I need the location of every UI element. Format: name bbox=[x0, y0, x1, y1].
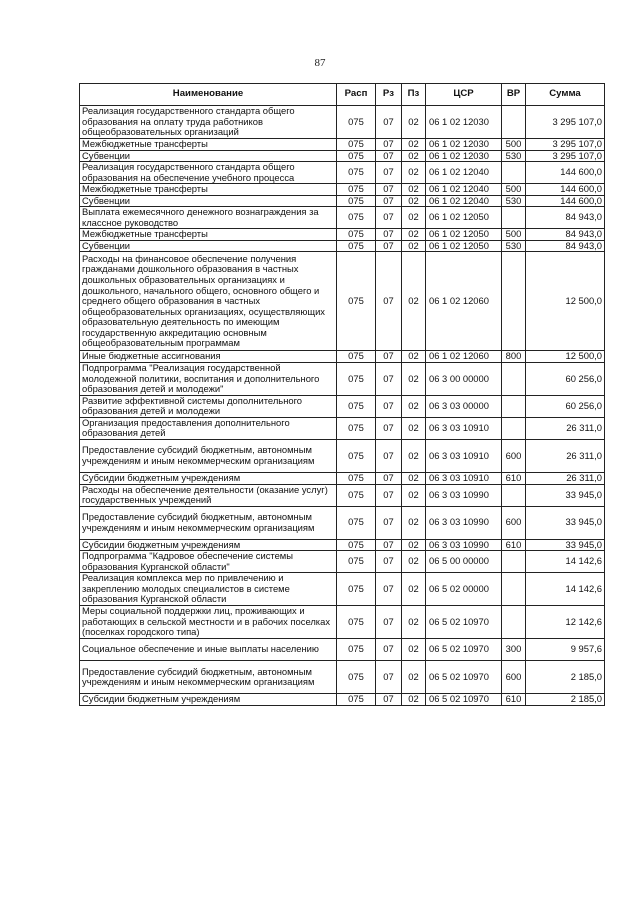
cell-rz: 07 bbox=[376, 573, 402, 606]
cell-name: Субвенции bbox=[80, 150, 337, 162]
cell-name: Расходы на финансовое обеспечение получения гражданами дошкольного образования в частных дошкольных образовательных организациях и дошкольного, начального общего, основного общего и среднего общего образования в частных общеобразовательных организациях, осуществляющих образовательную деятельность по имеющим государственную аккредитацию основным общеобразовательным программам bbox=[80, 252, 337, 351]
cell-rz: 07 bbox=[376, 484, 402, 506]
cell-name: Выплата ежемесячного денежного вознаграждения за классное руководство bbox=[80, 207, 337, 229]
cell-rasp: 075 bbox=[337, 472, 376, 484]
cell-vr: 300 bbox=[502, 639, 526, 661]
cell-csr: 06 3 03 10990 bbox=[426, 539, 502, 551]
cell-csr: 06 1 02 12040 bbox=[426, 162, 502, 184]
cell-pz: 02 bbox=[402, 252, 426, 351]
cell-pz: 02 bbox=[402, 229, 426, 241]
cell-csr: 06 1 02 12060 bbox=[426, 351, 502, 363]
table-row bbox=[80, 573, 605, 606]
cell-pz: 02 bbox=[402, 395, 426, 417]
cell-csr: 06 3 03 10910 bbox=[426, 472, 502, 484]
cell-name: Субвенции bbox=[80, 240, 337, 252]
cell-name: Подпрограмма "Реализация государственной молодежной политики, воспитания и дополнительного образования детей и молодежи" bbox=[80, 362, 337, 395]
cell-name: Предоставление субсидий бюджетным, автономным учреждениям и иным некоммерческим организациям bbox=[80, 439, 337, 472]
cell-sum: 33 945,0 bbox=[526, 506, 605, 539]
cell-pz: 02 bbox=[402, 184, 426, 196]
cell-sum: 84 943,0 bbox=[526, 207, 605, 229]
cell-csr: 06 3 03 10990 bbox=[426, 484, 502, 506]
cell-rz: 07 bbox=[376, 694, 402, 706]
table-row bbox=[80, 417, 605, 439]
table-row bbox=[80, 362, 605, 395]
cell-pz: 02 bbox=[402, 694, 426, 706]
cell-rz: 07 bbox=[376, 362, 402, 395]
cell-sum: 14 142,6 bbox=[526, 551, 605, 573]
cell-pz: 02 bbox=[402, 207, 426, 229]
table-header-row bbox=[80, 84, 605, 106]
cell-pz: 02 bbox=[402, 484, 426, 506]
table-row bbox=[80, 240, 605, 252]
cell-rasp: 075 bbox=[337, 106, 376, 139]
cell-pz: 02 bbox=[402, 606, 426, 639]
cell-rz: 07 bbox=[376, 139, 402, 151]
column-header-rz: Рз bbox=[376, 84, 402, 106]
table-row bbox=[80, 106, 605, 139]
cell-rasp: 075 bbox=[337, 184, 376, 196]
cell-rz: 07 bbox=[376, 395, 402, 417]
table-row bbox=[80, 606, 605, 639]
cell-sum: 84 943,0 bbox=[526, 229, 605, 241]
cell-rz: 07 bbox=[376, 661, 402, 694]
cell-csr: 06 1 02 12050 bbox=[426, 207, 502, 229]
cell-rasp: 075 bbox=[337, 139, 376, 151]
cell-rasp: 075 bbox=[337, 539, 376, 551]
cell-vr: 530 bbox=[502, 150, 526, 162]
cell-sum: 2 185,0 bbox=[526, 661, 605, 694]
cell-csr: 06 5 02 00000 bbox=[426, 573, 502, 606]
table-row bbox=[80, 252, 605, 351]
cell-csr: 06 5 02 10970 bbox=[426, 694, 502, 706]
column-header-name: Наименование bbox=[80, 84, 337, 106]
cell-vr: 600 bbox=[502, 661, 526, 694]
cell-pz: 02 bbox=[402, 106, 426, 139]
cell-sum: 33 945,0 bbox=[526, 484, 605, 506]
cell-rz: 07 bbox=[376, 639, 402, 661]
cell-rz: 07 bbox=[376, 606, 402, 639]
cell-csr: 06 1 02 12030 bbox=[426, 139, 502, 151]
cell-pz: 02 bbox=[402, 417, 426, 439]
cell-vr bbox=[502, 573, 526, 606]
cell-csr: 06 1 02 12040 bbox=[426, 184, 502, 196]
cell-sum: 14 142,6 bbox=[526, 573, 605, 606]
cell-sum: 144 600,0 bbox=[526, 162, 605, 184]
cell-rz: 07 bbox=[376, 351, 402, 363]
cell-pz: 02 bbox=[402, 439, 426, 472]
table-row bbox=[80, 139, 605, 151]
cell-pz: 02 bbox=[402, 661, 426, 694]
cell-sum: 3 295 107,0 bbox=[526, 106, 605, 139]
cell-rz: 07 bbox=[376, 539, 402, 551]
cell-pz: 02 bbox=[402, 639, 426, 661]
cell-rz: 07 bbox=[376, 207, 402, 229]
cell-rasp: 075 bbox=[337, 162, 376, 184]
cell-vr: 530 bbox=[502, 195, 526, 207]
table-row bbox=[80, 551, 605, 573]
table-row bbox=[80, 207, 605, 229]
table-row bbox=[80, 484, 605, 506]
cell-vr: 500 bbox=[502, 184, 526, 196]
cell-pz: 02 bbox=[402, 539, 426, 551]
cell-sum: 12 500,0 bbox=[526, 252, 605, 351]
cell-rz: 07 bbox=[376, 229, 402, 241]
cell-vr: 610 bbox=[502, 539, 526, 551]
cell-csr: 06 5 02 10970 bbox=[426, 606, 502, 639]
cell-rasp: 075 bbox=[337, 606, 376, 639]
cell-sum: 84 943,0 bbox=[526, 240, 605, 252]
cell-rasp: 075 bbox=[337, 150, 376, 162]
cell-rasp: 075 bbox=[337, 417, 376, 439]
cell-pz: 02 bbox=[402, 162, 426, 184]
cell-sum: 9 957,6 bbox=[526, 639, 605, 661]
cell-pz: 02 bbox=[402, 240, 426, 252]
cell-rasp: 075 bbox=[337, 207, 376, 229]
cell-vr: 610 bbox=[502, 472, 526, 484]
cell-rasp: 075 bbox=[337, 639, 376, 661]
table-row bbox=[80, 539, 605, 551]
cell-name: Подпрограмма "Кадровое обеспечение системы образования Курганской области" bbox=[80, 551, 337, 573]
table-body bbox=[80, 106, 605, 706]
cell-vr bbox=[502, 362, 526, 395]
cell-csr: 06 1 02 12050 bbox=[426, 229, 502, 241]
cell-name: Межбюджетные трансферты bbox=[80, 184, 337, 196]
cell-name: Предоставление субсидий бюджетным, автономным учреждениям и иным некоммерческим организациям bbox=[80, 506, 337, 539]
cell-name: Субвенции bbox=[80, 195, 337, 207]
cell-name: Реализация государственного стандарта общего образования на обеспечение учебного процесса bbox=[80, 162, 337, 184]
cell-vr bbox=[502, 606, 526, 639]
cell-sum: 12 500,0 bbox=[526, 351, 605, 363]
cell-rasp: 075 bbox=[337, 551, 376, 573]
cell-rasp: 075 bbox=[337, 252, 376, 351]
cell-sum: 144 600,0 bbox=[526, 195, 605, 207]
cell-csr: 06 3 03 10910 bbox=[426, 439, 502, 472]
cell-sum: 12 142,6 bbox=[526, 606, 605, 639]
cell-vr: 800 bbox=[502, 351, 526, 363]
cell-vr bbox=[502, 162, 526, 184]
cell-vr bbox=[502, 551, 526, 573]
cell-vr: 530 bbox=[502, 240, 526, 252]
cell-rasp: 075 bbox=[337, 395, 376, 417]
cell-pz: 02 bbox=[402, 472, 426, 484]
cell-rasp: 075 bbox=[337, 484, 376, 506]
cell-name: Социальное обеспечение и иные выплаты населению bbox=[80, 639, 337, 661]
cell-pz: 02 bbox=[402, 506, 426, 539]
column-header-vr: ВР bbox=[502, 84, 526, 106]
cell-rasp: 075 bbox=[337, 195, 376, 207]
cell-pz: 02 bbox=[402, 351, 426, 363]
cell-rasp: 075 bbox=[337, 573, 376, 606]
cell-sum: 26 311,0 bbox=[526, 417, 605, 439]
cell-rz: 07 bbox=[376, 240, 402, 252]
cell-sum: 60 256,0 bbox=[526, 362, 605, 395]
cell-vr: 500 bbox=[502, 139, 526, 151]
cell-rz: 07 bbox=[376, 150, 402, 162]
cell-name: Реализация комплекса мер по привлечению и закреплению молодых специалистов в системе образования Курганской области bbox=[80, 573, 337, 606]
cell-csr: 06 1 02 12060 bbox=[426, 252, 502, 351]
cell-rz: 07 bbox=[376, 439, 402, 472]
cell-name: Субсидии бюджетным учреждениям bbox=[80, 472, 337, 484]
table-row bbox=[80, 639, 605, 661]
cell-pz: 02 bbox=[402, 150, 426, 162]
cell-rz: 07 bbox=[376, 506, 402, 539]
cell-name: Субсидии бюджетным учреждениям bbox=[80, 694, 337, 706]
cell-name: Реализация государственного стандарта общего образования на оплату труда работников общеобразовательных организаций bbox=[80, 106, 337, 139]
cell-csr: 06 1 02 12050 bbox=[426, 240, 502, 252]
cell-name: Межбюджетные трансферты bbox=[80, 139, 337, 151]
cell-vr bbox=[502, 207, 526, 229]
cell-vr bbox=[502, 395, 526, 417]
cell-rasp: 075 bbox=[337, 694, 376, 706]
cell-name: Развитие эффективной системы дополнительного образования детей и молодежи bbox=[80, 395, 337, 417]
cell-rz: 07 bbox=[376, 417, 402, 439]
table-row bbox=[80, 694, 605, 706]
table-row bbox=[80, 195, 605, 207]
column-header-sum: Сумма bbox=[526, 84, 605, 106]
table-row bbox=[80, 506, 605, 539]
cell-pz: 02 bbox=[402, 551, 426, 573]
table-row bbox=[80, 472, 605, 484]
table-row bbox=[80, 229, 605, 241]
cell-sum: 26 311,0 bbox=[526, 439, 605, 472]
cell-csr: 06 5 00 00000 bbox=[426, 551, 502, 573]
table-row bbox=[80, 395, 605, 417]
cell-sum: 144 600,0 bbox=[526, 184, 605, 196]
cell-csr: 06 3 03 10990 bbox=[426, 506, 502, 539]
cell-sum: 60 256,0 bbox=[526, 395, 605, 417]
cell-vr: 610 bbox=[502, 694, 526, 706]
cell-csr: 06 3 00 00000 bbox=[426, 362, 502, 395]
cell-sum: 3 295 107,0 bbox=[526, 139, 605, 151]
budget-table bbox=[79, 83, 605, 706]
column-header-pz: Пз bbox=[402, 84, 426, 106]
cell-rz: 07 bbox=[376, 195, 402, 207]
cell-name: Иные бюджетные ассигнования bbox=[80, 351, 337, 363]
table-row bbox=[80, 439, 605, 472]
table-row bbox=[80, 162, 605, 184]
column-header-rasp: Расп bbox=[337, 84, 376, 106]
cell-rasp: 075 bbox=[337, 362, 376, 395]
table-row bbox=[80, 661, 605, 694]
cell-vr bbox=[502, 252, 526, 351]
cell-pz: 02 bbox=[402, 573, 426, 606]
cell-csr: 06 3 03 00000 bbox=[426, 395, 502, 417]
cell-rasp: 075 bbox=[337, 439, 376, 472]
cell-rasp: 075 bbox=[337, 351, 376, 363]
cell-sum: 26 311,0 bbox=[526, 472, 605, 484]
cell-vr bbox=[502, 417, 526, 439]
cell-sum: 2 185,0 bbox=[526, 694, 605, 706]
cell-rasp: 075 bbox=[337, 229, 376, 241]
cell-csr: 06 1 02 12030 bbox=[426, 150, 502, 162]
cell-name: Субсидии бюджетным учреждениям bbox=[80, 539, 337, 551]
cell-csr: 06 5 02 10970 bbox=[426, 639, 502, 661]
table-row bbox=[80, 351, 605, 363]
column-header-csr: ЦСР bbox=[426, 84, 502, 106]
cell-pz: 02 bbox=[402, 195, 426, 207]
cell-vr: 600 bbox=[502, 506, 526, 539]
cell-rz: 07 bbox=[376, 252, 402, 351]
cell-vr bbox=[502, 484, 526, 506]
cell-vr: 600 bbox=[502, 439, 526, 472]
cell-name: Межбюджетные трансферты bbox=[80, 229, 337, 241]
cell-csr: 06 3 03 10910 bbox=[426, 417, 502, 439]
cell-rasp: 075 bbox=[337, 506, 376, 539]
cell-rz: 07 bbox=[376, 472, 402, 484]
cell-sum: 3 295 107,0 bbox=[526, 150, 605, 162]
cell-csr: 06 5 02 10970 bbox=[426, 661, 502, 694]
table-row bbox=[80, 184, 605, 196]
cell-rz: 07 bbox=[376, 106, 402, 139]
cell-rz: 07 bbox=[376, 184, 402, 196]
cell-name: Меры социальной поддержки лиц, проживающих и работающих в сельской местности и в рабочих поселках (поселках городского типа) bbox=[80, 606, 337, 639]
cell-rz: 07 bbox=[376, 551, 402, 573]
cell-csr: 06 1 02 12030 bbox=[426, 106, 502, 139]
cell-name: Предоставление субсидий бюджетным, автономным учреждениям и иным некоммерческим организациям bbox=[80, 661, 337, 694]
cell-vr bbox=[502, 106, 526, 139]
page-number: 87 bbox=[314, 57, 326, 69]
cell-sum: 33 945,0 bbox=[526, 539, 605, 551]
cell-name: Организация предоставления дополнительного образования детей bbox=[80, 417, 337, 439]
cell-name: Расходы на обеспечение деятельности (оказание услуг) государственных учреждений bbox=[80, 484, 337, 506]
cell-rasp: 075 bbox=[337, 240, 376, 252]
cell-vr: 500 bbox=[502, 229, 526, 241]
cell-rasp: 075 bbox=[337, 661, 376, 694]
cell-pz: 02 bbox=[402, 139, 426, 151]
cell-csr: 06 1 02 12040 bbox=[426, 195, 502, 207]
table-row bbox=[80, 150, 605, 162]
cell-rz: 07 bbox=[376, 162, 402, 184]
cell-pz: 02 bbox=[402, 362, 426, 395]
